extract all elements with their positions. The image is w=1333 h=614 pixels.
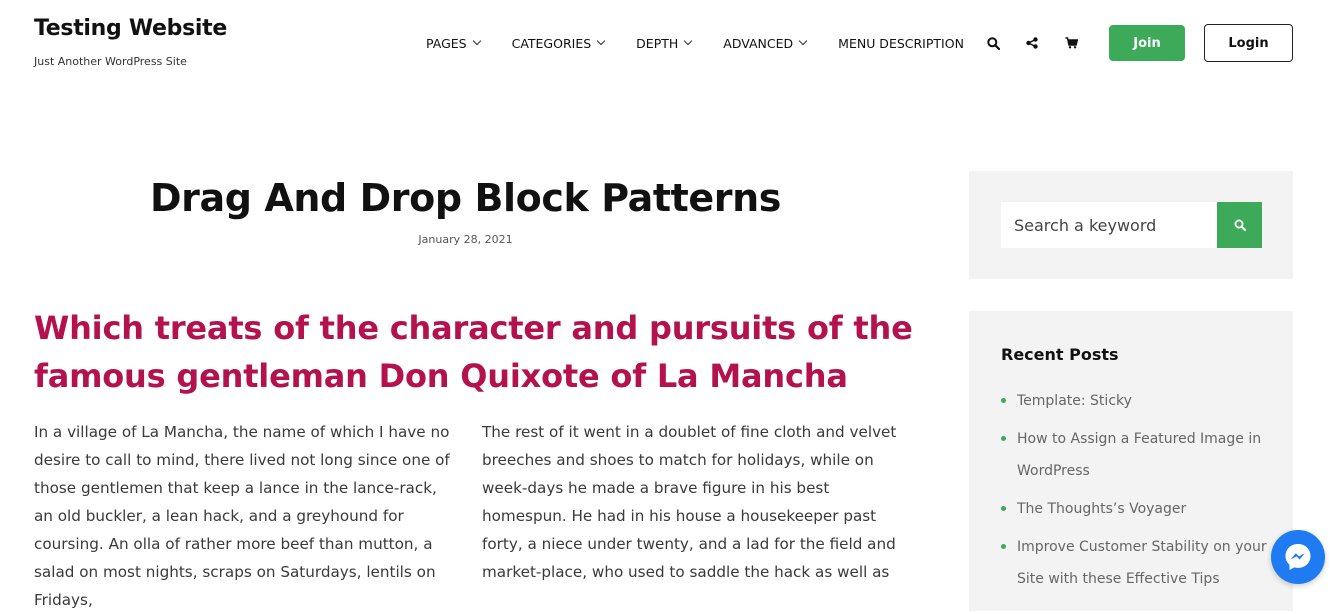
recent-post-link[interactable]: The Thoughts’s Voyager [1001,493,1271,525]
nav-item-depth[interactable] [636,36,691,51]
search-widget [969,171,1293,279]
main-nav [426,34,994,52]
chevron-down-icon [684,37,692,45]
join-button[interactable]: Join [1109,25,1185,61]
chevron-down-icon [472,37,480,45]
search-button[interactable] [1217,202,1262,248]
post-date[interactable]: January 28, 2021 [418,233,513,246]
nav-item-categories[interactable] [512,36,605,51]
login-button[interactable]: Login [1204,24,1293,62]
nav-label: ADVANCED [723,35,794,51]
post-heading: Which treats of the character and pursuits of the famous gentleman Don Quixote of La Mancha [34,309,913,395]
recent-posts-title: Recent Posts [1001,345,1119,364]
site-title[interactable]: Testing Website [34,16,227,41]
recent-post-link[interactable]: How to Assign a Featured Image in WordPress [1001,423,1271,487]
post-paragraph-right: The rest of it went in a doublet of fine cloth and velvet breeches and shoes to match for holidays, while on week-days he made a brave figure in his best homespun. He had in his house a housekeeper past forty, a niece under twenty, and a lad for the field and market-place, who used to saddle the hack as well as [482,423,897,581]
messenger-chat-button[interactable] [1271,530,1325,584]
post-title: Drag And Drop Block Patterns [150,176,781,220]
nav-label: PAGES [426,35,467,51]
recent-posts-list [1001,385,1271,601]
nav-label: CATEGORIES [511,35,592,51]
chevron-down-icon [799,37,807,45]
search-icon [1234,219,1246,231]
cart-icon[interactable] [1063,34,1079,52]
nav-label: MENU DESCRIPTION [838,35,964,51]
messenger-icon [1283,542,1313,572]
chevron-down-icon [597,37,605,45]
nav-item-advanced[interactable] [723,36,806,51]
nav-item-menu-description[interactable] [838,36,964,51]
recent-posts-widget [969,311,1293,611]
share-icon[interactable] [1024,34,1040,52]
post-paragraph-left: In a village of La Mancha, the name of which I have no desire to call to mind, there lived not long since one of those gentlemen that keep a lance in the lance-rack, an old buckler, a lean hack, and a greyhound for coursing. An olla of rather more beef than mutton, a salad on most nights, scraps on Saturdays, lentils on Fridays, [34,423,450,609]
nav-item-pages[interactable] [426,36,480,51]
recent-post-link[interactable]: Improve Customer Stability on your Site with these Effective Tips [1001,531,1271,595]
search-input[interactable] [1001,202,1217,248]
site-tagline: Just Another WordPress Site [34,55,187,68]
recent-post-link[interactable]: Template: Sticky [1001,385,1271,417]
nav-label: DEPTH [636,35,679,51]
search-icon[interactable] [985,34,1001,52]
